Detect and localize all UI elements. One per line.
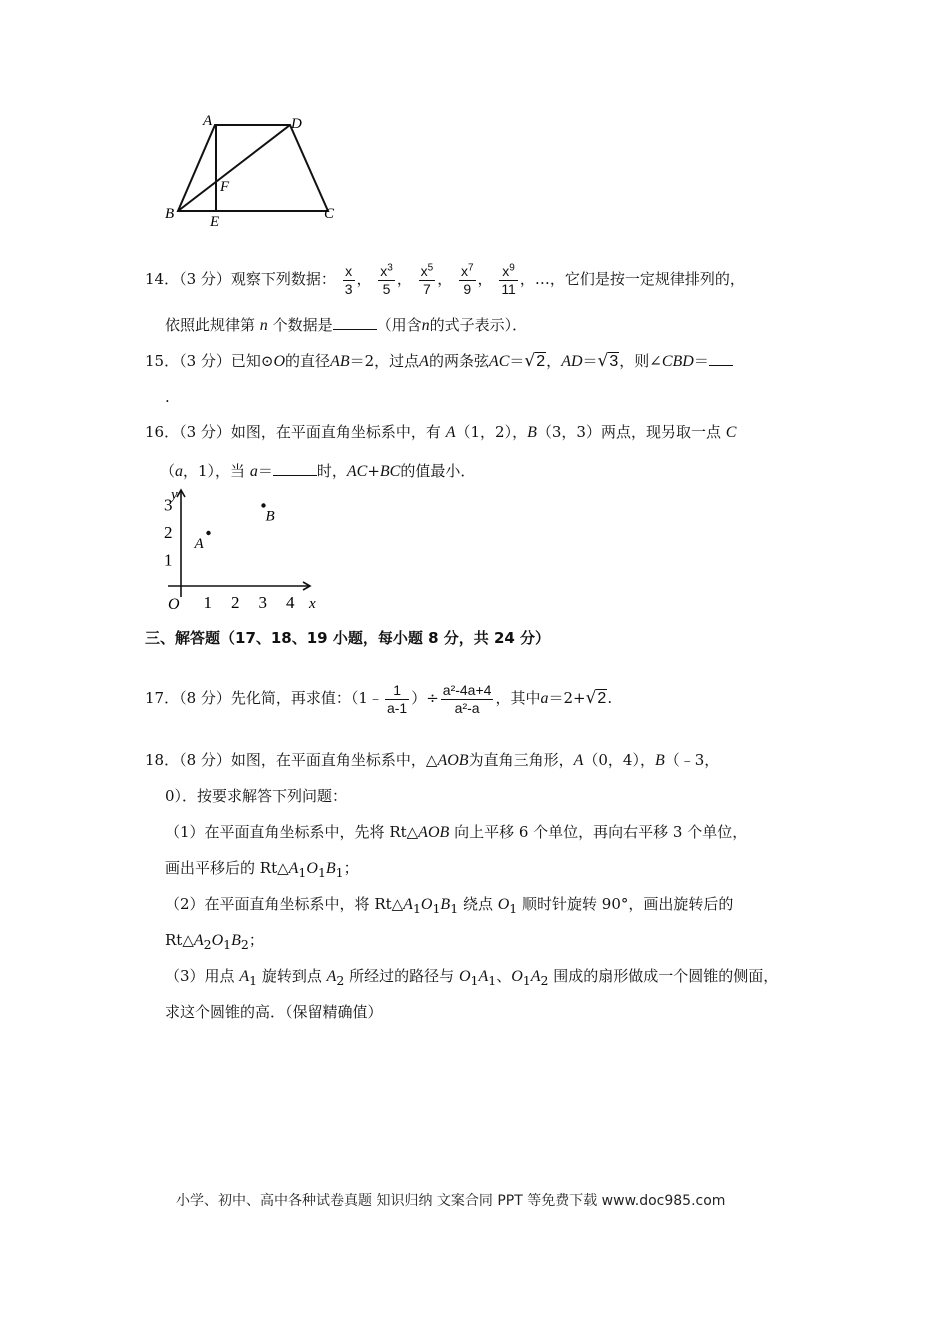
q14-score: （3 分）	[179, 270, 231, 288]
question-18-part3-line2: 求这个圆锥的高．（保留精确值）	[165, 1003, 383, 1021]
q14-fraction-4: $\frac{x^7}{9}$	[460, 261, 474, 297]
label-E: E	[210, 214, 220, 230]
question-16-line1: 16．（3 分）如图，在平面直角坐标系中，有 A（1，2），B（3，3）两点，现另取一点 C	[145, 423, 737, 441]
question-18-part1-line2: 画出平移后的 $Rt\triangle A_1O_1B_1$；	[165, 859, 359, 880]
question-17: 17．（8 分）先化简，再求值：（1﹣ $\frac{1}{a-1}$ ）÷ $\frac{\text{a²-4a+4}}{\text{a²-a}}$ ，其中a＝2+√2.	[145, 672, 612, 725]
x-tick-label: 4	[286, 593, 295, 612]
q17-fraction-1: $\frac{1}{a-1}$	[386, 681, 408, 716]
question-18-line2: 0）．按要求解答下列问题：	[165, 787, 348, 805]
question-18-part1-line1: （1）在平面直角坐标系中，先将 Rt△AOB 向上平移 6 个单位，再向右平移 3 个单位，	[165, 823, 748, 841]
q14-fraction-5: $\frac{x^9}{11}$	[501, 261, 516, 297]
q17-fraction-2: $\frac{\text{a²-4a+4}}{\text{a²-a}}$	[442, 681, 492, 716]
y-axis-label: y	[171, 487, 178, 503]
q14-fraction-1: $\frac{x}{3}$	[344, 262, 353, 297]
point-A	[206, 531, 210, 535]
sqrt-2: √2	[524, 351, 546, 371]
sqrt-3: √3	[597, 351, 619, 371]
q16-answer-blank[interactable]	[273, 460, 317, 476]
question-18-part3-line1: （3）用点 $A_1$ 旋转到点 $A_2$ 所经过的路径与 $O_1A_1$、$O_1A_2$ 围成的扇形做成一个圆锥的侧面，	[165, 967, 779, 988]
question-14-line2: 依照此规律第 n 个数据是 （用含n的式子表示）．	[165, 316, 528, 334]
page-footer: 小学、初中、高中各种试卷真题 知识归纳 文案合同 PPT 等免费下载 www.doc985.com	[176, 1193, 726, 1209]
point-B	[261, 503, 265, 507]
question-18-part2-line2: $Rt\triangle A_2O_1B_2$；	[165, 931, 264, 952]
section-3-heading: 三、解答题（17、18、19 小题，每小题 8 分，共 24 分）	[145, 629, 551, 647]
x-tick-label: 1	[203, 593, 212, 612]
question-18-line1: 18．（8 分）如图，在平面直角坐标系中，△AOB为直角三角形，A（0，4），B（﹣3，	[145, 751, 720, 769]
q14-number: 14．	[145, 270, 180, 288]
y-tick-label: 2	[164, 523, 173, 542]
x-axis-label: x	[309, 596, 316, 612]
q15-answer-blank[interactable]	[709, 350, 733, 366]
label-D: D	[291, 116, 302, 132]
x-tick-label: 3	[258, 593, 267, 612]
question-16-line2: （a，1），当 a＝ 时，AC+BC的值最小．	[160, 462, 476, 480]
q14-text1: 观察下列数据：	[230, 270, 336, 288]
q14-answer-blank[interactable]	[333, 314, 377, 330]
trapezoid-figure	[160, 108, 350, 230]
question-14-line1: 14．（3 分）观察下列数据： $\frac{x}{3}$ ， $\frac{x^3}{5}$ ， $\frac{x^5}{7}$ ， $\frac{x^7}{9}$ ， $\frac{x^9}{11}$ ，…，它们是按一定规律排列的，	[145, 261, 745, 297]
label-B: B	[165, 206, 175, 222]
q14-fraction-2: $\frac{x^3}{5}$	[380, 261, 393, 297]
y-tick-label: 3	[164, 495, 173, 515]
label-F: F	[220, 179, 230, 195]
y-tick-label: 1	[164, 550, 173, 570]
point-label-A: A	[194, 536, 204, 552]
question-15-line1: 15．（3 分）已知⊙O的直径AB＝2，过点A的两条弦AC＝√2，AD＝√3，则∠CBD＝	[145, 350, 733, 372]
origin-label: O	[168, 596, 180, 613]
label-A: A	[203, 113, 213, 129]
question-15-line2: .	[165, 388, 170, 406]
q14-fraction-3: $\frac{x^5}{7}$	[420, 261, 434, 297]
label-C: C	[324, 206, 335, 222]
sqrt-2: √2	[585, 688, 607, 708]
point-label-B: B	[265, 508, 275, 525]
coordinate-graph	[160, 485, 330, 615]
x-tick-label: 2	[231, 593, 240, 612]
q14-text2: ，…，它们是按一定规律排列的，	[519, 270, 745, 288]
question-18-part2-line1: （2）在平面直角坐标系中，将 $Rt\triangle A_1O_1B_1$ 绕点 $O_1$ 顺时针旋转 90°，画出旋转后的	[165, 895, 734, 916]
